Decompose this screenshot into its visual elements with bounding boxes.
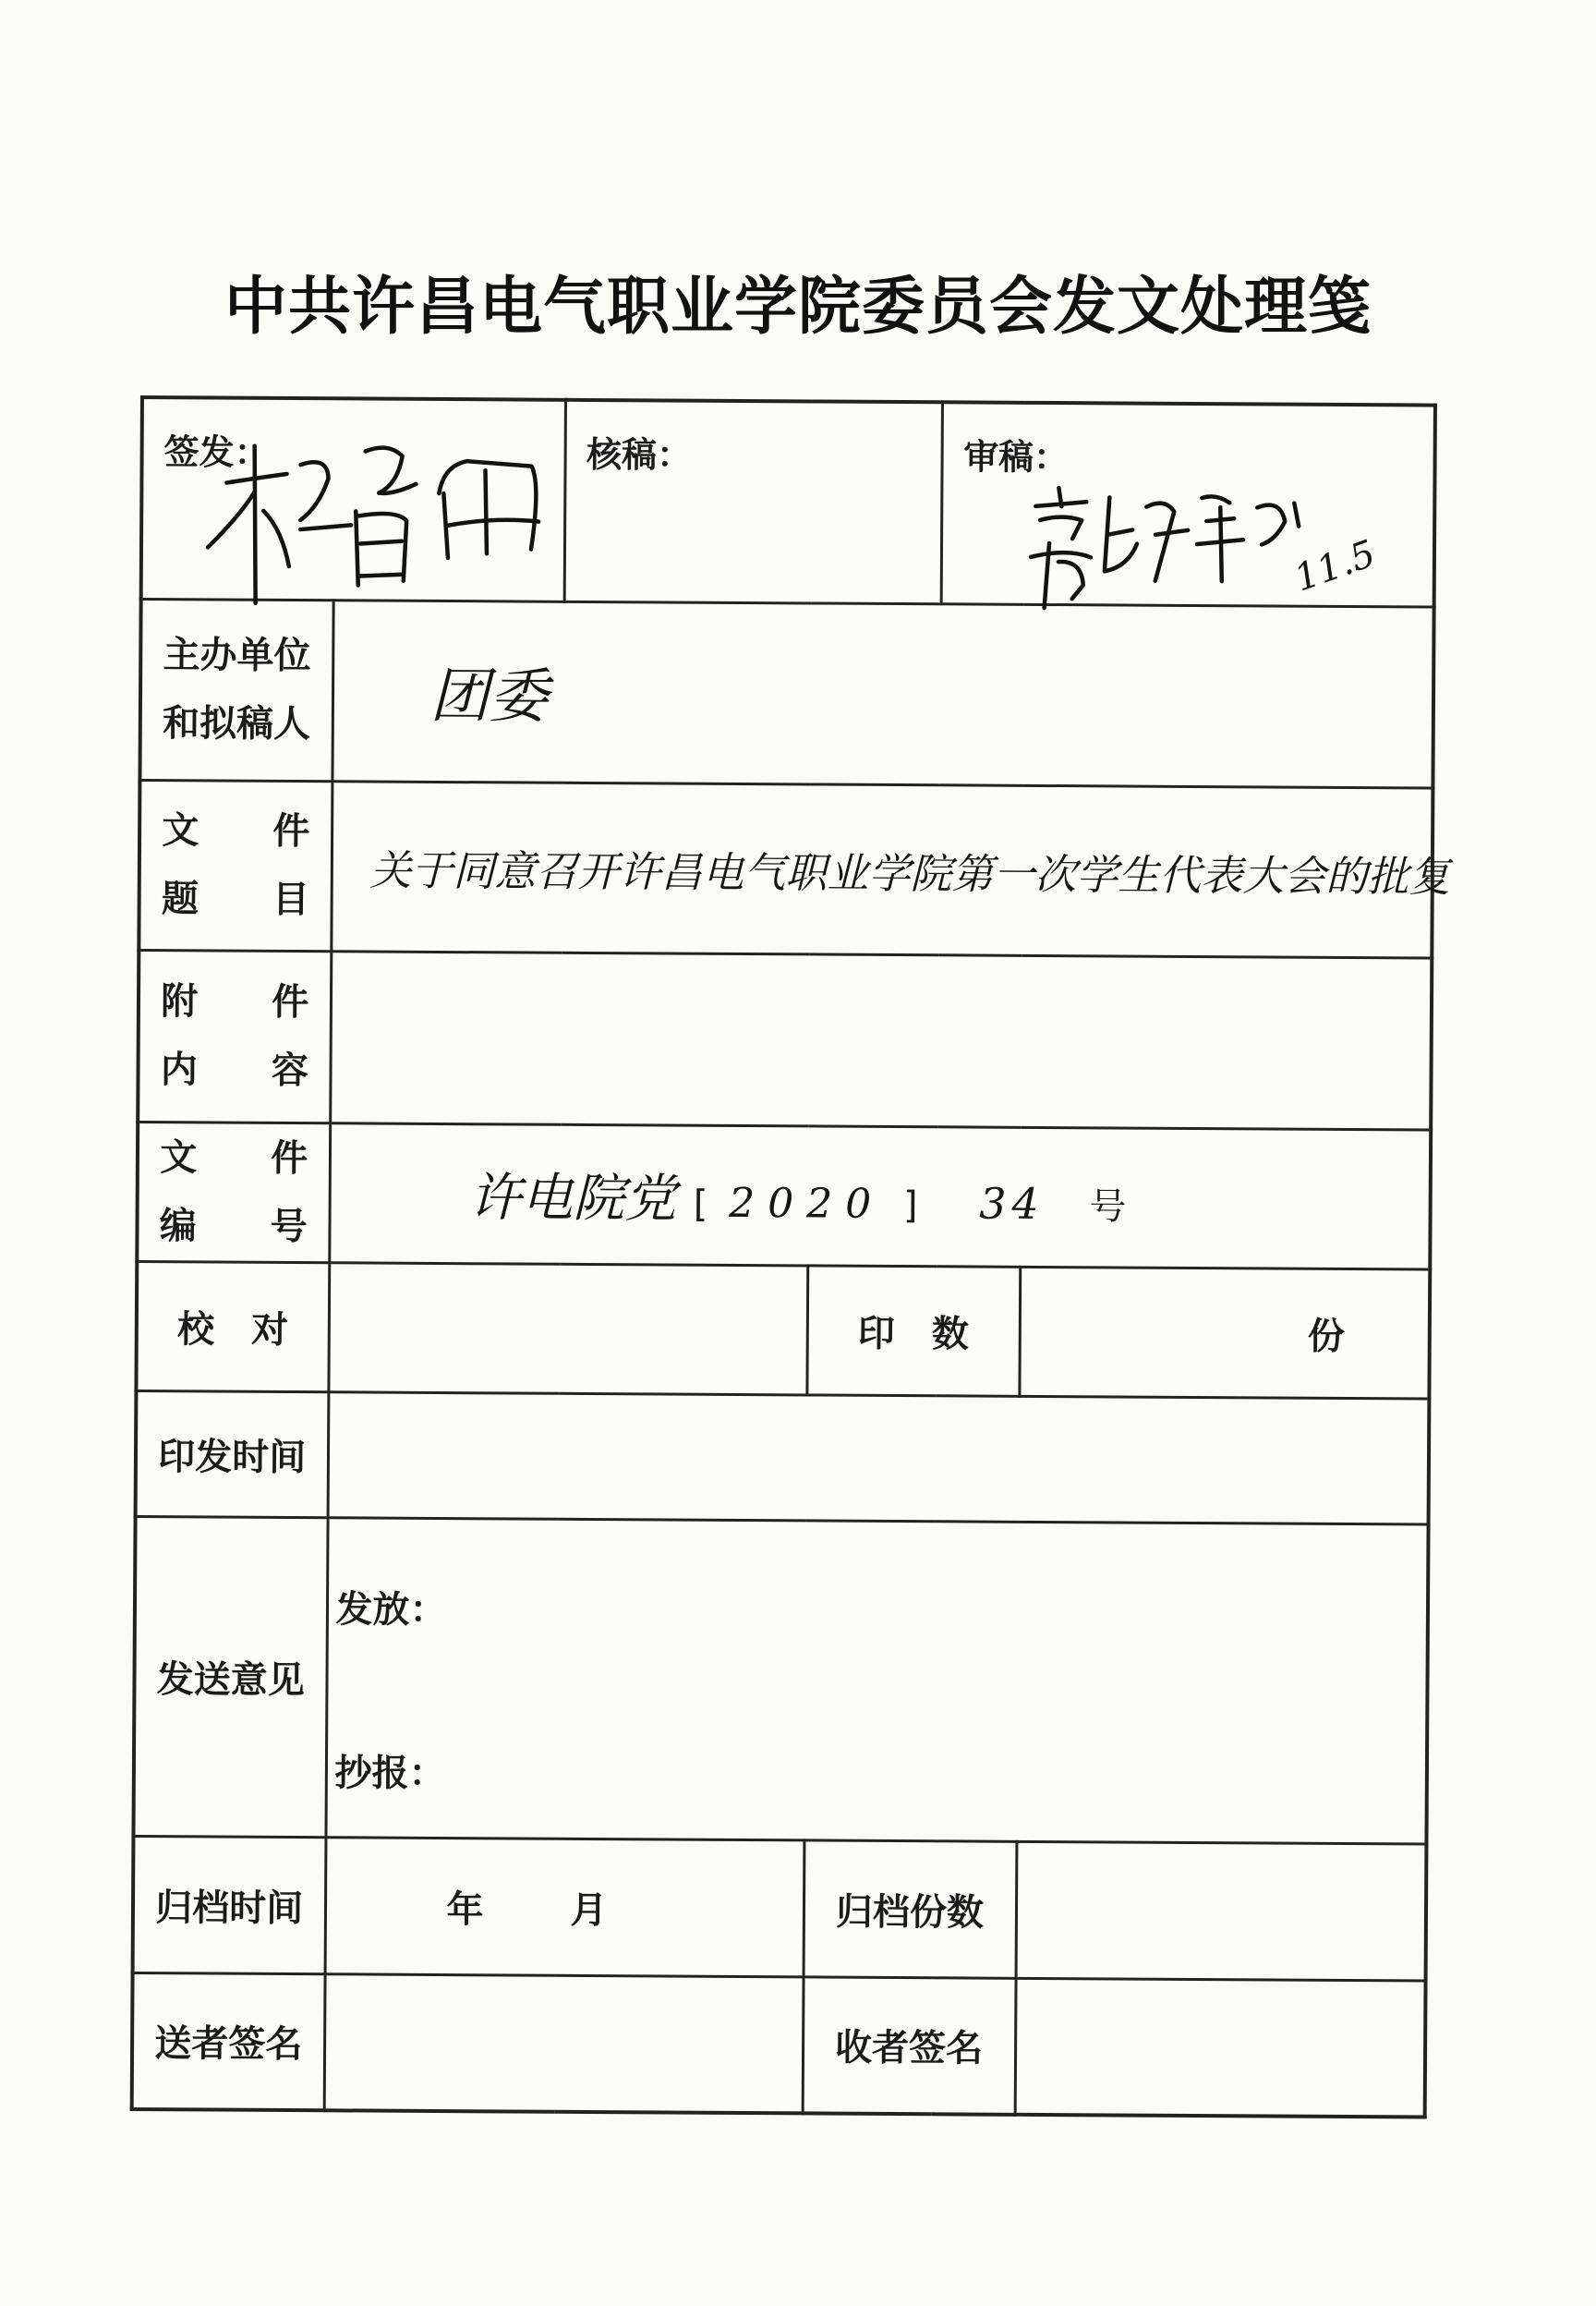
- copies-unit: 份: [1307, 1315, 1345, 1358]
- doc-number-label-cell: [137, 1122, 330, 1262]
- verify-cell: [564, 400, 942, 603]
- doc-number-label-line1: 文 件: [160, 1135, 308, 1180]
- doc-number-value-cell: [329, 1123, 1431, 1268]
- sponsor-value: 团委: [429, 661, 549, 732]
- doc-number-label-line2: 编 号: [159, 1204, 308, 1248]
- dispatch-form-table: [130, 395, 1451, 2119]
- approval-row: [141, 397, 1435, 607]
- doc-number-prefix: 许电院党: [469, 1167, 677, 1230]
- review-signature: [1016, 469, 1442, 629]
- signatures-row: [132, 1972, 1426, 2118]
- archive-year-unit: 年: [446, 1887, 484, 1931]
- attachment-value-cell: [330, 951, 1432, 1129]
- doc-title-row: [139, 780, 1433, 958]
- doc-number-number: 34: [979, 1178, 1045, 1229]
- copies-value-cell: [1019, 1267, 1430, 1399]
- proofread-value-cell: [328, 1262, 807, 1394]
- distribute-label: 发放：: [335, 1587, 447, 1632]
- doc-number-year: 2020: [729, 1179, 885, 1228]
- sender-label: 送者签名: [132, 1972, 325, 2110]
- send-opinion-row: [133, 1516, 1428, 1844]
- doc-title-label-cell: [139, 780, 332, 951]
- proofread-row: [136, 1261, 1430, 1399]
- archive-copies-value-cell: [1016, 1841, 1427, 1981]
- review-cell: [941, 402, 1435, 606]
- send-opinion-label: 发送意见: [133, 1516, 327, 1837]
- doc-number-row: [137, 1122, 1431, 1269]
- archive-copies-label: 归档份数: [804, 1839, 1017, 1977]
- review-label: 审稿：: [963, 436, 1070, 479]
- doc-number-bracket-open: [: [693, 1183, 708, 1226]
- archive-month-unit: 月: [570, 1888, 608, 1932]
- doc-title-label-line1: 文 件: [162, 809, 310, 854]
- print-time-value-cell: [328, 1391, 1430, 1523]
- attachment-label-line2: 内 容: [160, 1049, 308, 1093]
- attachment-label-line1: 附 件: [161, 980, 309, 1025]
- sender-value-cell: [324, 1973, 804, 2113]
- doc-number-suffix: 号: [1089, 1184, 1127, 1229]
- review-date: 11.5: [1288, 532, 1381, 601]
- sponsor-label-line1: 主办单位: [163, 634, 311, 678]
- attachment-label-cell: [138, 950, 331, 1123]
- archive-time-value-cell: [325, 1837, 804, 1976]
- sign-off-label: 签发：: [163, 431, 270, 473]
- doc-title-value-cell: [331, 781, 1451, 957]
- doc-title-label-line2: 题 目: [161, 878, 310, 922]
- document-title: 中共许昌电气职业学院委员会发文处理笺: [224, 270, 1372, 344]
- verify-label: 核稿：: [586, 433, 693, 476]
- doc-number-bracket-close: ]: [902, 1183, 918, 1227]
- sign-off-signature: [188, 427, 577, 633]
- attachment-row: [138, 950, 1432, 1130]
- sign-off-cell: [141, 397, 565, 601]
- copies-label: 印 数: [806, 1265, 1020, 1395]
- send-opinion-value-cell: [325, 1517, 1428, 1843]
- archive-row: [133, 1836, 1427, 1981]
- cc-label: 抄报：: [334, 1751, 446, 1795]
- doc-title-value: 关于同意召开许昌电气职业学院第一次学生代表大会的批复: [369, 845, 1451, 902]
- receiver-value-cell: [1015, 1978, 1426, 2118]
- print-time-row: [136, 1390, 1430, 1524]
- receiver-label: 收者签名: [803, 1976, 1016, 2114]
- proofread-label: 校 对: [136, 1261, 329, 1391]
- sponsor-label-line2: 和拟稿人: [162, 702, 311, 746]
- print-time-label: 印发时间: [136, 1390, 329, 1517]
- archive-time-label: 归档时间: [133, 1836, 326, 1973]
